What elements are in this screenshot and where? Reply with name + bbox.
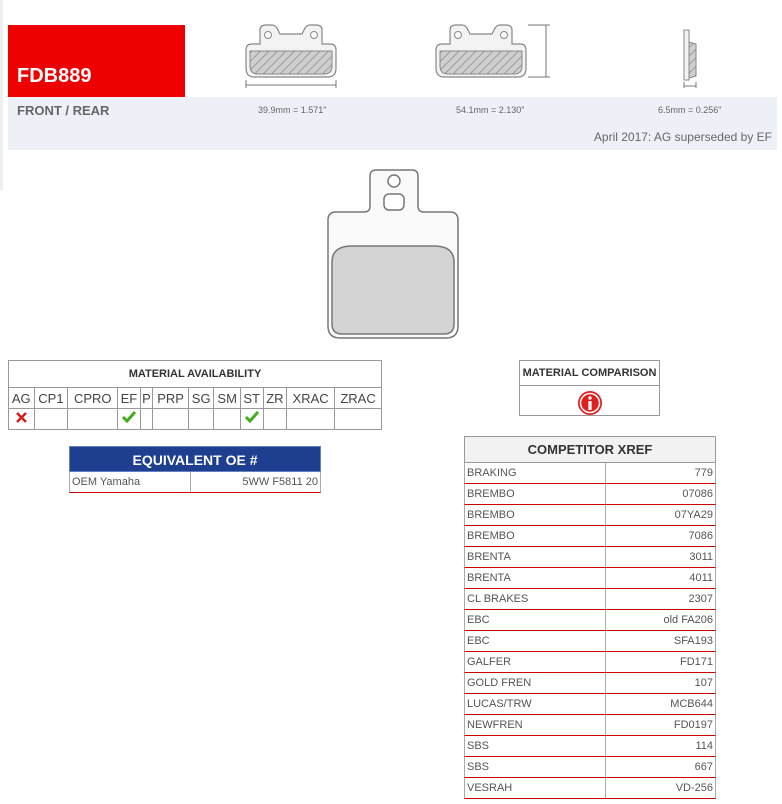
- xref-brand: VESRAH: [465, 778, 606, 798]
- xref-brand: BREMBO: [465, 484, 606, 504]
- xref-brand: BREMBO: [465, 526, 606, 546]
- thickness-dimension: 6.5mm = 0.256": [658, 105, 722, 115]
- material-status-prp: [153, 409, 189, 430]
- xref-code: 114: [695, 740, 713, 752]
- material-availability-table: [8, 360, 382, 430]
- xref-row: [464, 652, 716, 673]
- material-col-ef: EF: [118, 388, 141, 409]
- xref-brand: SBS: [465, 757, 606, 777]
- material-col-cp1: CP1: [34, 388, 68, 409]
- material-col-sg: SG: [188, 388, 214, 409]
- material-status-cpro: [68, 409, 118, 430]
- xref-code: 4011: [689, 572, 713, 584]
- xref-code: 07086: [682, 488, 713, 500]
- material-col-st: ST: [240, 388, 263, 409]
- material-status-st: [240, 409, 263, 430]
- xref-brand: BRENTA: [465, 547, 606, 567]
- xref-row: [464, 547, 716, 568]
- cross-icon: [16, 412, 27, 423]
- xref-code: SFA193: [673, 635, 713, 647]
- oe-manufacturer: OEM Yamaha: [70, 472, 191, 492]
- pad-height-diagram: [428, 22, 556, 90]
- xref-code: 107: [694, 677, 713, 689]
- xref-code: 667: [694, 761, 713, 773]
- material-col-zrac: ZRAC: [335, 388, 382, 409]
- pad-thickness-diagram: [676, 26, 706, 90]
- product-code-box: [8, 25, 185, 97]
- width-dimension: 39.9mm = 1.571": [258, 105, 327, 115]
- check-icon: [122, 411, 136, 423]
- xref-code: VD-256: [675, 782, 713, 794]
- material-col-ag: AG: [9, 388, 35, 409]
- product-code: FDB889: [17, 65, 92, 87]
- left-edge: [0, 0, 3, 190]
- check-icon: [245, 411, 259, 423]
- material-header-row: [9, 388, 382, 409]
- xref-row: [464, 610, 716, 631]
- xref-brand: EBC: [465, 610, 606, 630]
- xref-code: 779: [694, 467, 713, 479]
- xref-row: [464, 631, 716, 652]
- xref-row: [464, 757, 716, 778]
- material-col-cpro: CPRO: [68, 388, 118, 409]
- xref-brand: GALFER: [465, 652, 606, 672]
- material-status-xrac: [287, 409, 335, 430]
- xref-code: 7086: [688, 530, 713, 542]
- material-status-p: [140, 409, 152, 430]
- xref-code: 07YA29: [674, 509, 713, 521]
- pad-width-diagram: [238, 22, 344, 90]
- material-comparison-title: MATERIAL COMPARISON: [520, 361, 659, 386]
- material-availability-title: MATERIAL AVAILABILITY: [9, 361, 382, 388]
- material-col-prp: PRP: [153, 388, 189, 409]
- xref-row: [464, 526, 716, 547]
- xref-code: old FA206: [663, 614, 713, 626]
- position-label: FRONT / REAR: [17, 103, 110, 118]
- material-col-p: P: [140, 388, 152, 409]
- xref-row: [464, 505, 716, 526]
- oe-number: 5WW F5811 20: [242, 476, 318, 488]
- xref-row: [464, 673, 716, 694]
- material-status-zrac: [335, 409, 382, 430]
- xref-code: FD0197: [673, 719, 713, 731]
- xref-brand: NEWFREN: [465, 715, 606, 735]
- xref-brand: BRAKING: [465, 463, 606, 483]
- xref-row: [464, 715, 716, 736]
- xref-brand: GOLD FREN: [465, 673, 606, 693]
- xref-row: [464, 694, 716, 715]
- material-col-zr: ZR: [263, 388, 287, 409]
- xref-brand: SBS: [465, 736, 606, 756]
- height-dimension: 54.1mm = 2.130": [456, 105, 525, 115]
- material-status-ag: [9, 409, 35, 430]
- xref-brand: EBC: [465, 631, 606, 651]
- xref-row: [464, 484, 716, 505]
- brake-pad-image: [322, 166, 464, 344]
- equivalent-oe-title: EQUIVALENT OE #: [69, 446, 321, 472]
- oe-row: [69, 472, 321, 493]
- material-col-sm: SM: [214, 388, 240, 409]
- material-status-cp1: [34, 409, 68, 430]
- material-status-sm: [214, 409, 240, 430]
- supersede-note: April 2017: AG superseded by EF: [593, 130, 772, 144]
- xref-row: [464, 778, 716, 799]
- xref-brand: CL BRAKES: [465, 589, 606, 609]
- xref-brand: BRENTA: [465, 568, 606, 588]
- material-status-sg: [188, 409, 214, 430]
- xref-code: MCB644: [670, 698, 713, 710]
- xref-row: [464, 463, 716, 484]
- xref-code: FD171: [679, 656, 713, 668]
- competitor-xref-title: COMPETITOR XREF: [464, 436, 716, 463]
- xref-row: [464, 589, 716, 610]
- material-comparison-box: [519, 360, 660, 416]
- info-icon[interactable]: [577, 390, 603, 416]
- material-status-ef: [118, 409, 141, 430]
- xref-row: [464, 736, 716, 757]
- material-status-zr: [263, 409, 287, 430]
- xref-row: [464, 568, 716, 589]
- xref-code: 2307: [688, 593, 713, 605]
- xref-brand: LUCAS/TRW: [465, 694, 606, 714]
- material-col-xrac: XRAC: [287, 388, 335, 409]
- xref-code: 3011: [689, 551, 713, 563]
- xref-brand: BREMBO: [465, 505, 606, 525]
- equivalent-oe-table: [69, 446, 321, 493]
- competitor-xref-table: [464, 436, 716, 799]
- material-status-row: [9, 409, 382, 430]
